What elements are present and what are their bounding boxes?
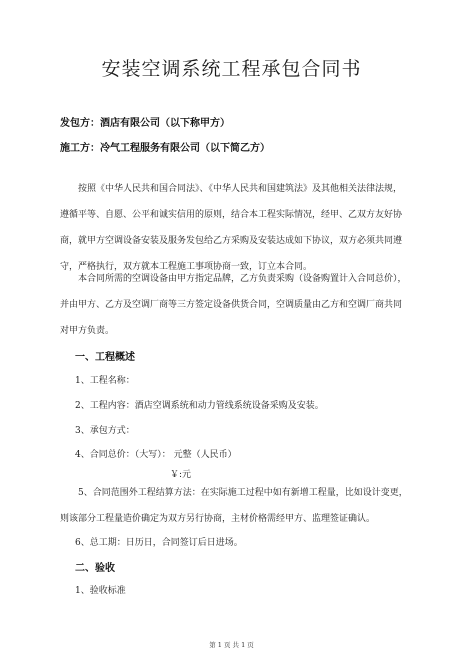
section1-heading: 一、工程概述 (75, 352, 135, 363)
item-project-name: 1、工程名称： (75, 376, 135, 386)
document-title: 安装空调系统工程承包合同书 (101, 58, 362, 80)
item-project-content: 2、工程内容：酒店空调系统和动力管线系统设备采购及安装。 (75, 401, 324, 411)
party-b-line: 施工方：冷气工程服务有限公司（以下简乙方） (60, 143, 270, 154)
item-contract-mode: 3、承包方式： (75, 426, 135, 436)
section2-heading: 二、验收 (75, 563, 115, 574)
party-a-line: 发包方：酒店有限公司（以下称甲方） (60, 118, 230, 129)
equipment-paragraph: 本合同所需的空调设备由甲方指定品牌，乙方负责采购（设备购置计入合同总价），并由甲方、乙方及空调厂商等三方签定设备供货合同，空调质量由乙方和空调厂商共同对甲方负责。 (60, 274, 407, 336)
item-settlement-paragraph: 5、合同范围外工程结算方法：在实际施工过程中如有新增工程量，比如设计变更，则该部分工程量造价确定为双方另行协商，主材价格需经甲方、监理签证确认。 (60, 488, 408, 524)
intro-paragraph: 按照《中华人民共和国合同法》、《中华人民共和国建筑法》及其他相关法律法规，遵循平等、自愿、公平和诚实信用的原则，结合本工程实际情况，经甲、乙双方友好协商，就甲方空调设备安装及服务发包给乙方采购及安装达成如下协议，双方必须共同遵守，严格执行，双方就本工程施工事项协商一致，订立本合同。 (60, 184, 403, 272)
item-acceptance-standard: 1、验收标准 (75, 586, 126, 596)
page-footer: 第 1 页 共 1 页 (209, 641, 254, 649)
item-duration: 6、总工期：日历日，合同签订后日进场。 (75, 538, 243, 548)
item-total-price: 4、合同总价：（大写）： 元整（人民币） (75, 450, 237, 460)
total-price-amount: ￥:元 (170, 470, 192, 480)
